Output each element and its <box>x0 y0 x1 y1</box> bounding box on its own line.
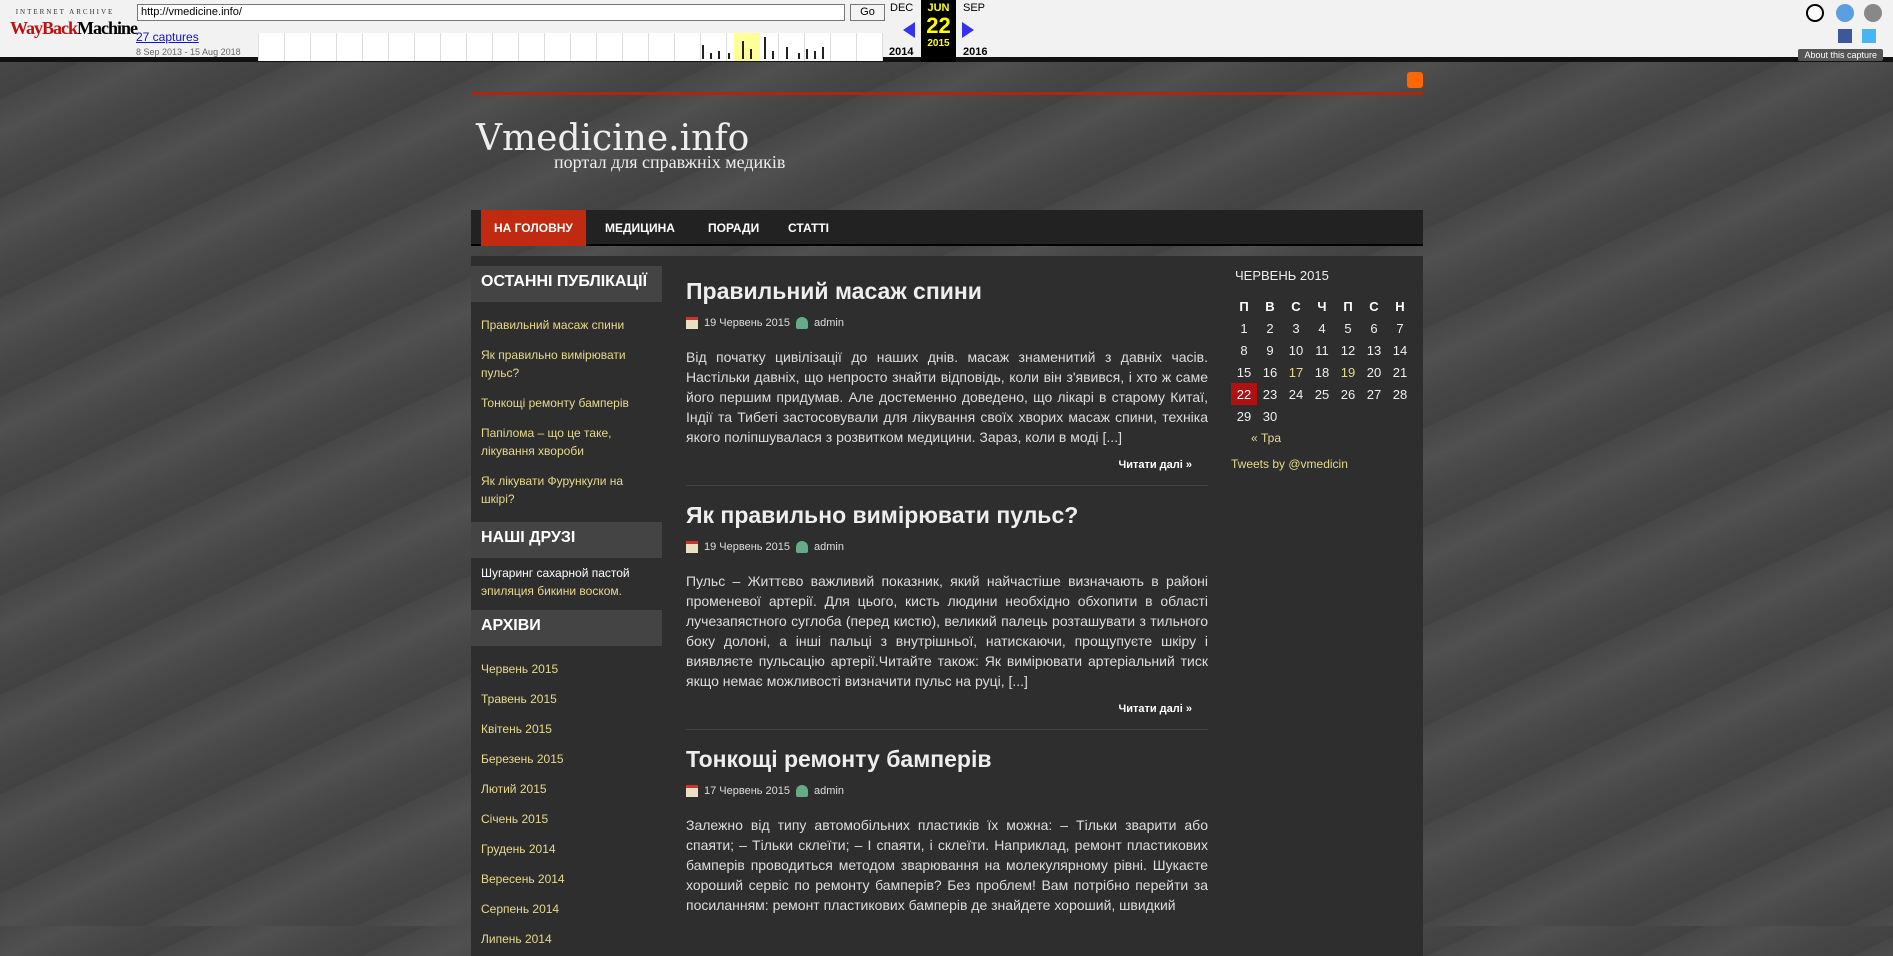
calendar-empty <box>1387 405 1413 427</box>
left-sidebar <box>471 266 662 954</box>
post-author[interactable]: admin <box>814 317 844 329</box>
archive-link[interactable]: Червень 2015 <box>481 662 559 676</box>
calendar-header <box>1231 295 1413 317</box>
calendar-day: 23 <box>1262 386 1278 402</box>
logo-machine: Machine <box>77 18 138 38</box>
archive-link[interactable]: Квітень 2015 <box>481 722 552 736</box>
calendar-weekday: В <box>1265 298 1275 314</box>
archive-link[interactable]: Вересень 2014 <box>481 872 565 886</box>
calendar-week <box>1231 361 1413 383</box>
next-year-link[interactable]: 2016 <box>963 46 988 58</box>
post <box>686 502 1208 730</box>
capture-sparkline[interactable] <box>258 33 883 61</box>
calendar-day: 5 <box>1344 320 1352 336</box>
calendar-icon <box>686 541 698 553</box>
logo-top-text: INTERNET ARCHIVE <box>15 8 115 16</box>
current-day: 22 <box>926 13 951 38</box>
calendar-day: 24 <box>1288 386 1304 402</box>
archive-link[interactable]: Серпень 2014 <box>481 902 560 916</box>
calendar-icon <box>686 785 698 797</box>
nav-articles[interactable]: СТАТТІ <box>788 221 830 235</box>
post-meta <box>686 317 1208 329</box>
calendar-day: 8 <box>1240 342 1248 358</box>
post-date: 17 Червень 2015 <box>704 785 791 797</box>
calendar <box>1231 295 1413 427</box>
logo-main-text <box>10 18 138 39</box>
nav-home[interactable]: НА ГОЛОВНУ <box>481 210 586 246</box>
calendar-empty <box>1361 405 1387 427</box>
recent-link[interactable]: Як лікувати Фурункули на шкірі? <box>481 474 624 506</box>
next-arrow-icon[interactable] <box>962 22 974 38</box>
tweets-link[interactable]: Tweets by @vmedicin <box>1231 457 1348 471</box>
post-excerpt: Від початку цивілізації до наших днів. масаж знаменитий з давніх часів. Настільки давніх, що непросто знайти відповідь, коли він з'явився, і хто ж саме його першим придумав. Але достеменно доведено, що лікарі в старому Китаї, Індії та Тибеті застосовували для лікування своїх хворих масаж спини, техніка якого поліпшувалася з розвитком медицини. Зараз, коли в моді [...] <box>686 349 1208 445</box>
calendar-day: 16 <box>1262 364 1278 380</box>
user-icon <box>796 541 808 553</box>
calendar-weekday: П <box>1239 298 1249 314</box>
wayback-logo[interactable] <box>10 8 138 50</box>
calendar-day[interactable]: 19 <box>1340 364 1356 380</box>
captures-range: 8 Sep 2013 - 15 Aug 2018 <box>136 47 241 57</box>
nav-medicine[interactable]: МЕДИЦИНА <box>605 221 675 235</box>
post-author[interactable]: admin <box>814 785 844 797</box>
prev-year-link[interactable]: 2014 <box>889 46 914 58</box>
calendar-week <box>1231 317 1413 339</box>
calendar-day: 25 <box>1314 386 1330 402</box>
calendar-day: 28 <box>1392 386 1408 402</box>
sparkline-bar <box>772 51 774 59</box>
calendar-icon <box>686 317 698 329</box>
sparkline-bar <box>742 41 744 59</box>
calendar-prev-link[interactable]: « Тра <box>1251 431 1282 445</box>
calendar-day: 27 <box>1366 386 1382 402</box>
calendar-day: 22 <box>1231 383 1257 405</box>
current-capture-date <box>921 0 956 62</box>
current-month: JUN <box>927 2 950 14</box>
archive-link[interactable]: Січень 2015 <box>481 812 549 826</box>
calendar-day: 6 <box>1370 320 1378 336</box>
calendar-weekday: Ч <box>1317 298 1327 314</box>
header-divider <box>471 92 1423 95</box>
user-icon <box>796 785 808 797</box>
calendar-empty <box>1283 405 1309 427</box>
posts-list <box>686 266 1208 945</box>
sparkline-bar <box>728 53 730 59</box>
calendar-day: 10 <box>1288 342 1304 358</box>
about-capture-button[interactable]: About this capture <box>1798 49 1883 61</box>
user-icon[interactable] <box>1806 4 1824 22</box>
calendar-empty <box>1335 405 1361 427</box>
sparkline-bar <box>764 37 766 59</box>
archive-link[interactable]: Липень 2014 <box>481 932 552 946</box>
post-date: 19 Червень 2015 <box>704 317 791 329</box>
calendar-day: 7 <box>1396 320 1404 336</box>
calendar-empty <box>1309 405 1335 427</box>
site-title[interactable]: Vmedicine.info <box>476 118 750 159</box>
go-button[interactable]: Go <box>850 4 885 21</box>
rss-icon[interactable] <box>1407 72 1423 88</box>
calendar-weekday: С <box>1369 298 1379 314</box>
post-date: 19 Червень 2015 <box>704 541 791 553</box>
facebook-icon[interactable] <box>1838 29 1852 43</box>
calendar-day: 9 <box>1266 342 1274 358</box>
calendar-day: 1 <box>1240 320 1248 336</box>
post-title[interactable]: Правильний масаж спини <box>686 278 982 304</box>
calendar-day[interactable]: 17 <box>1288 364 1304 380</box>
calendar-day: 13 <box>1366 342 1382 358</box>
calendar-body <box>1231 317 1413 427</box>
sparkline-bar <box>750 49 752 59</box>
calendar-week <box>1231 405 1413 427</box>
sparkline-bar <box>710 53 712 59</box>
wayback-toolbar <box>0 0 1893 62</box>
sparkline-bar <box>718 51 720 59</box>
calendar-day: 18 <box>1314 364 1330 380</box>
friends-heading: НАШІ ДРУЗІ <box>471 522 662 558</box>
archive-link[interactable]: Травень 2015 <box>481 692 557 706</box>
recent-link[interactable]: Тонкощі ремонту бамперів <box>481 396 629 410</box>
read-more-link[interactable]: Читати далі » <box>1118 703 1192 715</box>
calendar-day: 21 <box>1392 364 1408 380</box>
calendar-day: 26 <box>1340 386 1356 402</box>
archive-link[interactable]: Грудень 2014 <box>481 842 556 856</box>
prev-month-link[interactable]: DEC <box>890 2 914 14</box>
calendar-week <box>1231 383 1413 405</box>
sparkline-bar <box>702 45 704 59</box>
post-excerpt: Пульс – Життєво важливий показник, який найчастіше визначають в районі променевої артерії. Для цього, кисть людини необхідно обхопити в області лучезапястного суглоба (перед кистю), великий палець розташувати з тильного боку долоні, а інші пальці з внутрішньої, натискаючи, прощупуєте шкіру і виявляєте пульсацію артерії.Читайте також: Як вимірювати артеріальний тиск якщо немає можливості визначити пульс на руці, [...] <box>686 573 1208 689</box>
logo-way: WayBack <box>10 18 78 38</box>
sparkline-bar <box>806 49 808 59</box>
site-tagline: портал для справжніх медиків <box>554 152 786 172</box>
post-meta <box>686 541 1208 553</box>
prev-arrow-icon[interactable] <box>903 22 915 38</box>
recent-link[interactable]: Правильний масаж спини <box>481 318 625 332</box>
post-excerpt: Залежно від типу автомобільних пластиків їх можна: – Тільки зварити або спаяти; – Тільки склеїти; – І спаяти, і склеїти. Наприклад, ремонт пластикових бамперів проводиться методом зварювання на молекулярному рівні. Шукаєте хороший сервіс по ремонту бамперів? Без проблем! Вам потрібно перейти за посиланням: ремонт пластикових бамперів де знайдете хороший, швидкий <box>686 817 1208 913</box>
sparkline-bar <box>822 47 824 59</box>
main-nav <box>471 210 1423 246</box>
friends-text: Шугаринг сахарной пастой <box>481 566 630 580</box>
post-author[interactable]: admin <box>814 541 844 553</box>
post-meta <box>686 785 1208 797</box>
next-month-link[interactable]: SEP <box>963 2 986 14</box>
sparkline-bar <box>814 51 816 59</box>
url-input[interactable]: http://vmedicine.info/ <box>137 4 845 21</box>
recent-link[interactable]: Як правильно вимірювати пульс? <box>481 348 626 380</box>
calendar-day: 29 <box>1236 408 1252 424</box>
calendar-weekday: П <box>1343 298 1353 314</box>
friends-link[interactable]: эпиляция бикини воском. <box>481 584 622 598</box>
calendar-day: 12 <box>1340 342 1356 358</box>
calendar-week <box>1231 339 1413 361</box>
calendar-day: 4 <box>1318 320 1326 336</box>
main-area <box>471 256 1423 956</box>
post-title[interactable]: Як правильно вимірювати пульс? <box>686 502 1079 528</box>
calendar-day: 14 <box>1392 342 1408 358</box>
calendar-weekday: Н <box>1395 298 1405 314</box>
calendar-weekday: С <box>1291 298 1301 314</box>
calendar-day: 2 <box>1266 320 1274 336</box>
friends-block <box>471 558 662 610</box>
user-icon <box>796 317 808 329</box>
current-year: 2015 <box>927 38 950 49</box>
recent-link[interactable]: Папілома – що це таке, лікування хвороби <box>481 426 612 458</box>
archive-link[interactable]: Лютий 2015 <box>481 782 547 796</box>
sparkline-bar <box>786 47 788 59</box>
calendar-day: 20 <box>1366 364 1382 380</box>
twitter-icon[interactable] <box>1862 29 1876 43</box>
calendar-day: 30 <box>1262 408 1278 424</box>
archives-heading: АРХІВИ <box>471 610 662 646</box>
post <box>686 746 1208 929</box>
post-title[interactable]: Тонкощі ремонту бамперів <box>686 746 992 772</box>
sparkline-bar <box>798 53 800 59</box>
right-sidebar <box>1231 266 1416 471</box>
post <box>686 278 1208 486</box>
archive-link[interactable]: Березень 2015 <box>481 752 564 766</box>
captures-link[interactable]: 27 captures <box>136 30 199 44</box>
calendar-caption: ЧЕРВЕНЬ 2015 <box>1235 268 1329 283</box>
read-more-link[interactable]: Читати далі » <box>1118 459 1192 471</box>
nav-tips[interactable]: ПОРАДИ <box>708 221 760 235</box>
close-icon[interactable] <box>1864 4 1882 22</box>
recent-heading: ОСТАННІ ПУБЛІКАЦІЇ <box>471 266 662 302</box>
calendar-day: 11 <box>1315 342 1329 358</box>
help-icon[interactable] <box>1836 4 1854 22</box>
calendar-day: 3 <box>1292 320 1300 336</box>
calendar-day: 15 <box>1236 364 1252 380</box>
sparkline-highlight <box>734 33 760 61</box>
